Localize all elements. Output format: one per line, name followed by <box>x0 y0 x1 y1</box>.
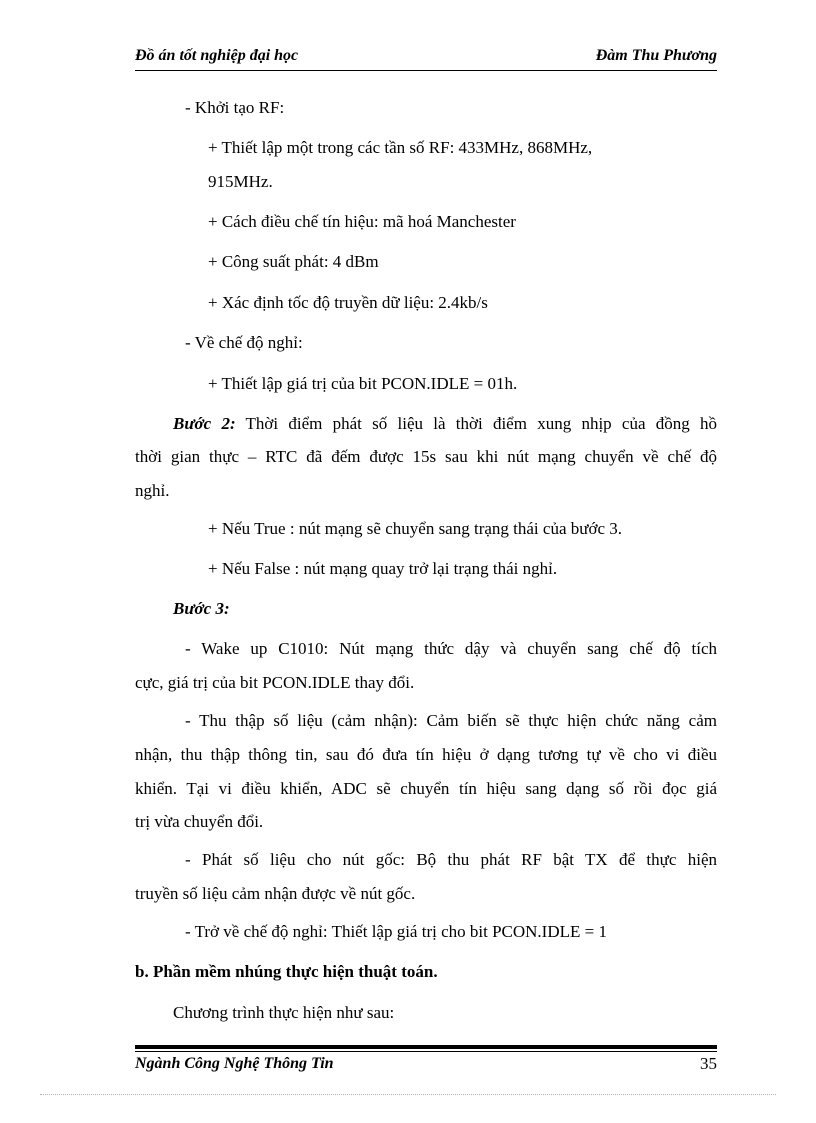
init-rf-item: - Khởi tạo RF: <box>185 98 285 117</box>
if-false-item: + Nếu False : nút mạng quay trở lại trạng thái nghỉ. <box>208 559 558 578</box>
send-line-2: truyền số liệu cảm nhận được về nút gốc. <box>135 884 416 903</box>
section-b-heading: b. Phần mềm nhúng thực hiện thuật toán. <box>135 962 438 981</box>
collect-line-1: - Thu thập số liệu (cảm nhận): Cảm biến sẽ thực hiện chức năng cảm <box>185 711 717 730</box>
collect-line-4: trị vừa chuyển đổi. <box>135 812 264 831</box>
header-rule <box>135 70 717 71</box>
sleep-mode-item: - Về chế độ nghỉ: <box>185 333 303 352</box>
footer-page-number: 35 <box>700 1054 717 1073</box>
send-line-1: - Phát số liệu cho nút gốc: Bộ thu phát RF bật TX để thực hiện <box>185 850 717 869</box>
pcon-set-item: + Thiết lập giá trị của bit PCON.IDLE = 01h. <box>208 374 518 393</box>
rf-frequency-line-2: 915MHz. <box>208 172 273 191</box>
modulation-item: + Cách điều chế tín hiệu: mã hoá Manchester <box>208 212 516 231</box>
wake-up-line-2: cực, giá trị của bit PCON.IDLE thay đổi. <box>135 673 415 692</box>
page-header <box>135 47 717 69</box>
program-intro: Chương trình thực hiện như sau: <box>173 1003 395 1022</box>
power-item: + Công suất phát: 4 dBm <box>208 252 379 271</box>
data-rate-item: + Xác định tốc độ truyền dữ liệu: 2.4kb/s <box>208 293 488 312</box>
footer-department: Ngành Công Nghệ Thông Tin <box>135 1055 334 1072</box>
step2-text-1: Thời điểm phát số liệu là thời điểm xung nhịp của đồng hồ <box>235 414 717 433</box>
return-sleep-item: - Trở về chế độ nghỉ: Thiết lập giá trị cho bit PCON.IDLE = 1 <box>185 922 607 941</box>
step2-paragraph-line-1 <box>135 407 717 440</box>
header-thesis-title: Đồ án tốt nghiệp đại học <box>135 47 299 64</box>
footer-rule-thick <box>135 1045 717 1049</box>
step2-paragraph-line-2: thời gian thực – RTC đã đếm được 15s sau khi nút mạng chuyển về chế độ <box>135 447 717 466</box>
header-author-name: Đàm Thu Phương <box>595 47 717 64</box>
step3-label: Bước 3: <box>173 599 230 618</box>
footer-rule-thin <box>135 1051 717 1052</box>
wake-up-line-1: - Wake up C1010: Nút mạng thức dậy và chuyển sang chế độ tích <box>185 639 717 658</box>
step2-label: Bước 2: <box>173 414 236 433</box>
if-true-item: + Nếu True : nút mạng sẽ chuyển sang trạng thái của bước 3. <box>208 519 622 538</box>
rf-frequency-line-1: + Thiết lập một trong các tần số RF: 433MHz, 868MHz, <box>208 138 593 157</box>
collect-line-2: nhận, thu thập thông tin, sau đó đưa tín hiệu ở dạng tương tự về cho vi điều <box>135 745 717 764</box>
step2-paragraph-line-3: nghỉ. <box>135 481 170 500</box>
collect-line-3: khiển. Tại vi điều khiển, ADC sẽ chuyển tín hiệu sang dạng số rồi đọc giá <box>135 779 717 798</box>
page-bottom-dotted-border <box>40 1094 776 1095</box>
